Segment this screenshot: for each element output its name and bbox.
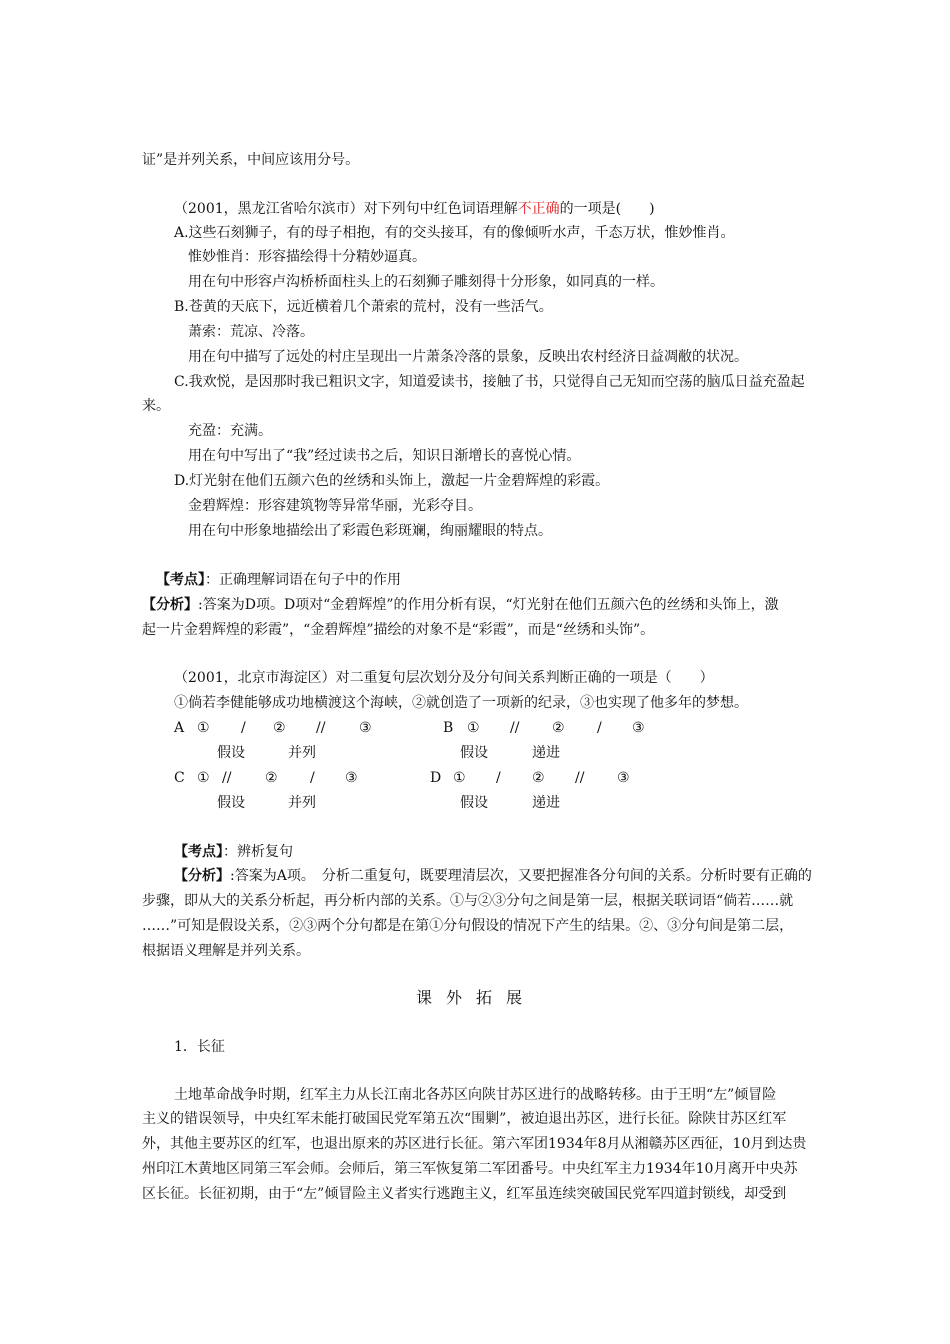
q2-option-a-sep0: /: [241, 720, 246, 736]
q1-fenxi-line-2: 起一片金碧辉煌的彩霞”，“金碧辉煌”描绘的对象不是“彩霞”，而是“丝绣和头饰”。: [142, 622, 655, 638]
q2-option-b-sep1: //: [510, 720, 520, 736]
q2-option-a-rel2: 并列: [288, 745, 316, 761]
q1-kaodian-label: 【考点】: [156, 572, 205, 588]
q1-option-a-definition: 惟妙惟肖：形容描绘得十分精妙逼真。: [188, 249, 426, 265]
q2-option-b-letter: B: [443, 720, 454, 736]
q2-option-c-rel1: 假设: [217, 795, 245, 811]
q1-option-c-sentence-2: 来。: [142, 398, 170, 414]
q2-fenxi-label: 【分析】: [174, 868, 230, 884]
q2-kaodian-text: ：辨析复句: [223, 844, 293, 860]
item1-heading: 1．长征: [174, 1039, 225, 1055]
q2-option-c-rel2: 并列: [288, 795, 316, 811]
q1-option-b-sentence: B.苍黄的天底下，远近横着几个萧索的荒村，没有一些活气。: [174, 299, 553, 315]
q2-option-c-num3: ③: [345, 770, 358, 786]
q2-option-d-letter: D: [430, 770, 442, 786]
q2-option-b-sep2: /: [597, 720, 602, 736]
q1-kaodian: [156, 570, 401, 590]
q2-option-a-num2: ②: [273, 720, 286, 736]
q1-option-d-definition: 金碧辉煌：形容建筑物等异常华丽，光彩夺目。: [188, 498, 482, 514]
q1-stem-red: 不正确: [517, 201, 560, 217]
q2-fenxi-line-1: [174, 866, 812, 886]
q2-option-a-num1: ①: [197, 720, 210, 736]
section-title: 课外拓展: [416, 988, 537, 1007]
q2-kaodian: [174, 842, 293, 862]
q2-option-c-sep1: //: [222, 770, 232, 786]
q1-option-b-definition: 萧索：荒凉、冷落。: [188, 324, 314, 340]
q2-option-c-sep2: /: [310, 770, 315, 786]
q1-kaodian-text: ：正确理解词语在句子中的作用: [205, 572, 401, 588]
q2-option-c-letter: C: [174, 770, 185, 786]
q1-option-d-sentence: D.灯光射在他们五颜六色的丝绣和头饰上，激起一片金碧辉煌的彩霞。: [174, 473, 610, 489]
q2-fenxi-line-3: ……”可知是假设关系，②③两个分句都是在第①分句假设的情况下产生的结果。②、③分句间是第二层，: [142, 918, 794, 934]
q2-option-a-sep1: //: [316, 720, 326, 736]
q2-option-a-rel1: 假设: [217, 745, 245, 761]
intro-line: 证”是并列关系，中间应该用分号。: [142, 152, 360, 168]
item1-paragraph-line-3: 外，其他主要苏区的红军，也退出原来的苏区进行长征。第六军团1934年8月从湘赣苏区西征，10月到达贵: [142, 1136, 807, 1152]
q2-option-a-letter: A: [174, 720, 185, 736]
q1-fenxi-text-1: :答案为D项。D项对“金碧辉煌”的作用分析有误，“灯光射在他们五颜六色的丝绣和头饰上，激: [198, 597, 779, 613]
q2-option-b-rel2: 递进: [532, 745, 560, 761]
q2-option-c-num2: ②: [265, 770, 278, 786]
q1-option-d-usage: 用在句中形象地描绘出了彩霞色彩斑斓，绚丽耀眼的特点。: [188, 523, 552, 539]
q1-option-a-usage: 用在句中形容卢沟桥桥面柱头上的石刻狮子雕刻得十分形象，如同真的一样。: [188, 274, 664, 290]
q1-option-c-sentence-1: C.我欢悦，是因那时我已粗识文字，知道爱读书，接触了书，只觉得自己无知而空荡的脑瓜日益充盈起: [174, 374, 805, 390]
q2-option-d-num1: ①: [453, 770, 466, 786]
item1-paragraph-line-4: 州印江木黄地区同第三军会师。会师后，第三军恢复第二军团番号。中央红军主力1934年10月离开中央苏: [142, 1161, 798, 1177]
q2-option-a-num3: ③: [359, 720, 372, 736]
q2-option-d-sep1: /: [496, 770, 501, 786]
q2-option-d-num2: ②: [532, 770, 545, 786]
q2-option-b-num1: ①: [467, 720, 480, 736]
q2-option-b-num2: ②: [552, 720, 565, 736]
q2-stem: （2001，北京市海淀区）对二重复句层次划分及分句间关系判断正确的一项是（ ）: [174, 670, 714, 686]
q1-stem-post: 的一项是( ): [559, 201, 655, 217]
q2-kaodian-label: 【考点】: [174, 844, 223, 860]
q1-option-c-usage: 用在句中写出了“我”经过读书之后，知识日渐增长的喜悦心情。: [188, 448, 581, 464]
q1-stem-pre: （2001，黑龙江省哈尔滨市）对下列句中红色词语理解: [174, 201, 518, 217]
q2-option-b-rel1: 假设: [460, 745, 488, 761]
item1-paragraph-line-2: 主义的错误领导，中央红军未能打破国民党军第五次“围剿”，被迫退出苏区，进行长征。除陕甘苏区红军: [142, 1111, 787, 1127]
q1-stem: [174, 199, 655, 219]
q2-option-c-num1: ①: [197, 770, 210, 786]
q2-sentence: ①倘若李健能够成功地横渡这个海峡，②就创造了一项新的纪录，③也实现了他多年的梦想。: [174, 695, 748, 711]
q2-fenxi-line-4: 根据语义理解是并列关系。: [142, 943, 310, 959]
q2-option-d-sep2: //: [575, 770, 585, 786]
q2-option-d-num3: ③: [617, 770, 630, 786]
item1-paragraph-line-5: 区长征。长征初期，由于“左”倾冒险主义者实行逃跑主义，红军虽连续突破国民党军四道封锁线，却受到: [142, 1186, 787, 1202]
q1-option-a-sentence: A.这些石刻狮子，有的母子相抱，有的交头接耳，有的像倾听水声，千态万状，惟妙惟肖。: [174, 225, 735, 241]
q1-fenxi-label: 【分析】: [142, 597, 198, 613]
q2-option-d-rel2: 递进: [532, 795, 560, 811]
q1-option-b-usage: 用在句中描写了远处的村庄呈现出一片萧条冷落的景象，反映出农村经济日益凋敝的状况。: [188, 349, 748, 365]
q2-option-d-rel1: 假设: [460, 795, 488, 811]
q1-option-c-definition: 充盈：充满。: [188, 423, 272, 439]
q2-fenxi-line-2: 步骤，即从大的关系分析起，再分析内部的关系。①与②③分句之间是第一层，根据关联词语“倘若……就: [142, 893, 794, 909]
q1-fenxi-line-1: [142, 595, 779, 615]
q2-fenxi-text-1: :答案为A项。 分析二重复句，既要理清层次，又要把握准各分句间的关系。分析时要有正确的: [230, 868, 812, 884]
q2-option-b-num3: ③: [632, 720, 645, 736]
item1-paragraph-line-1: 土地革命战争时期，红军主力从长江南北各苏区向陕甘苏区进行的战略转移。由于王明“左”倾冒险: [174, 1087, 777, 1103]
